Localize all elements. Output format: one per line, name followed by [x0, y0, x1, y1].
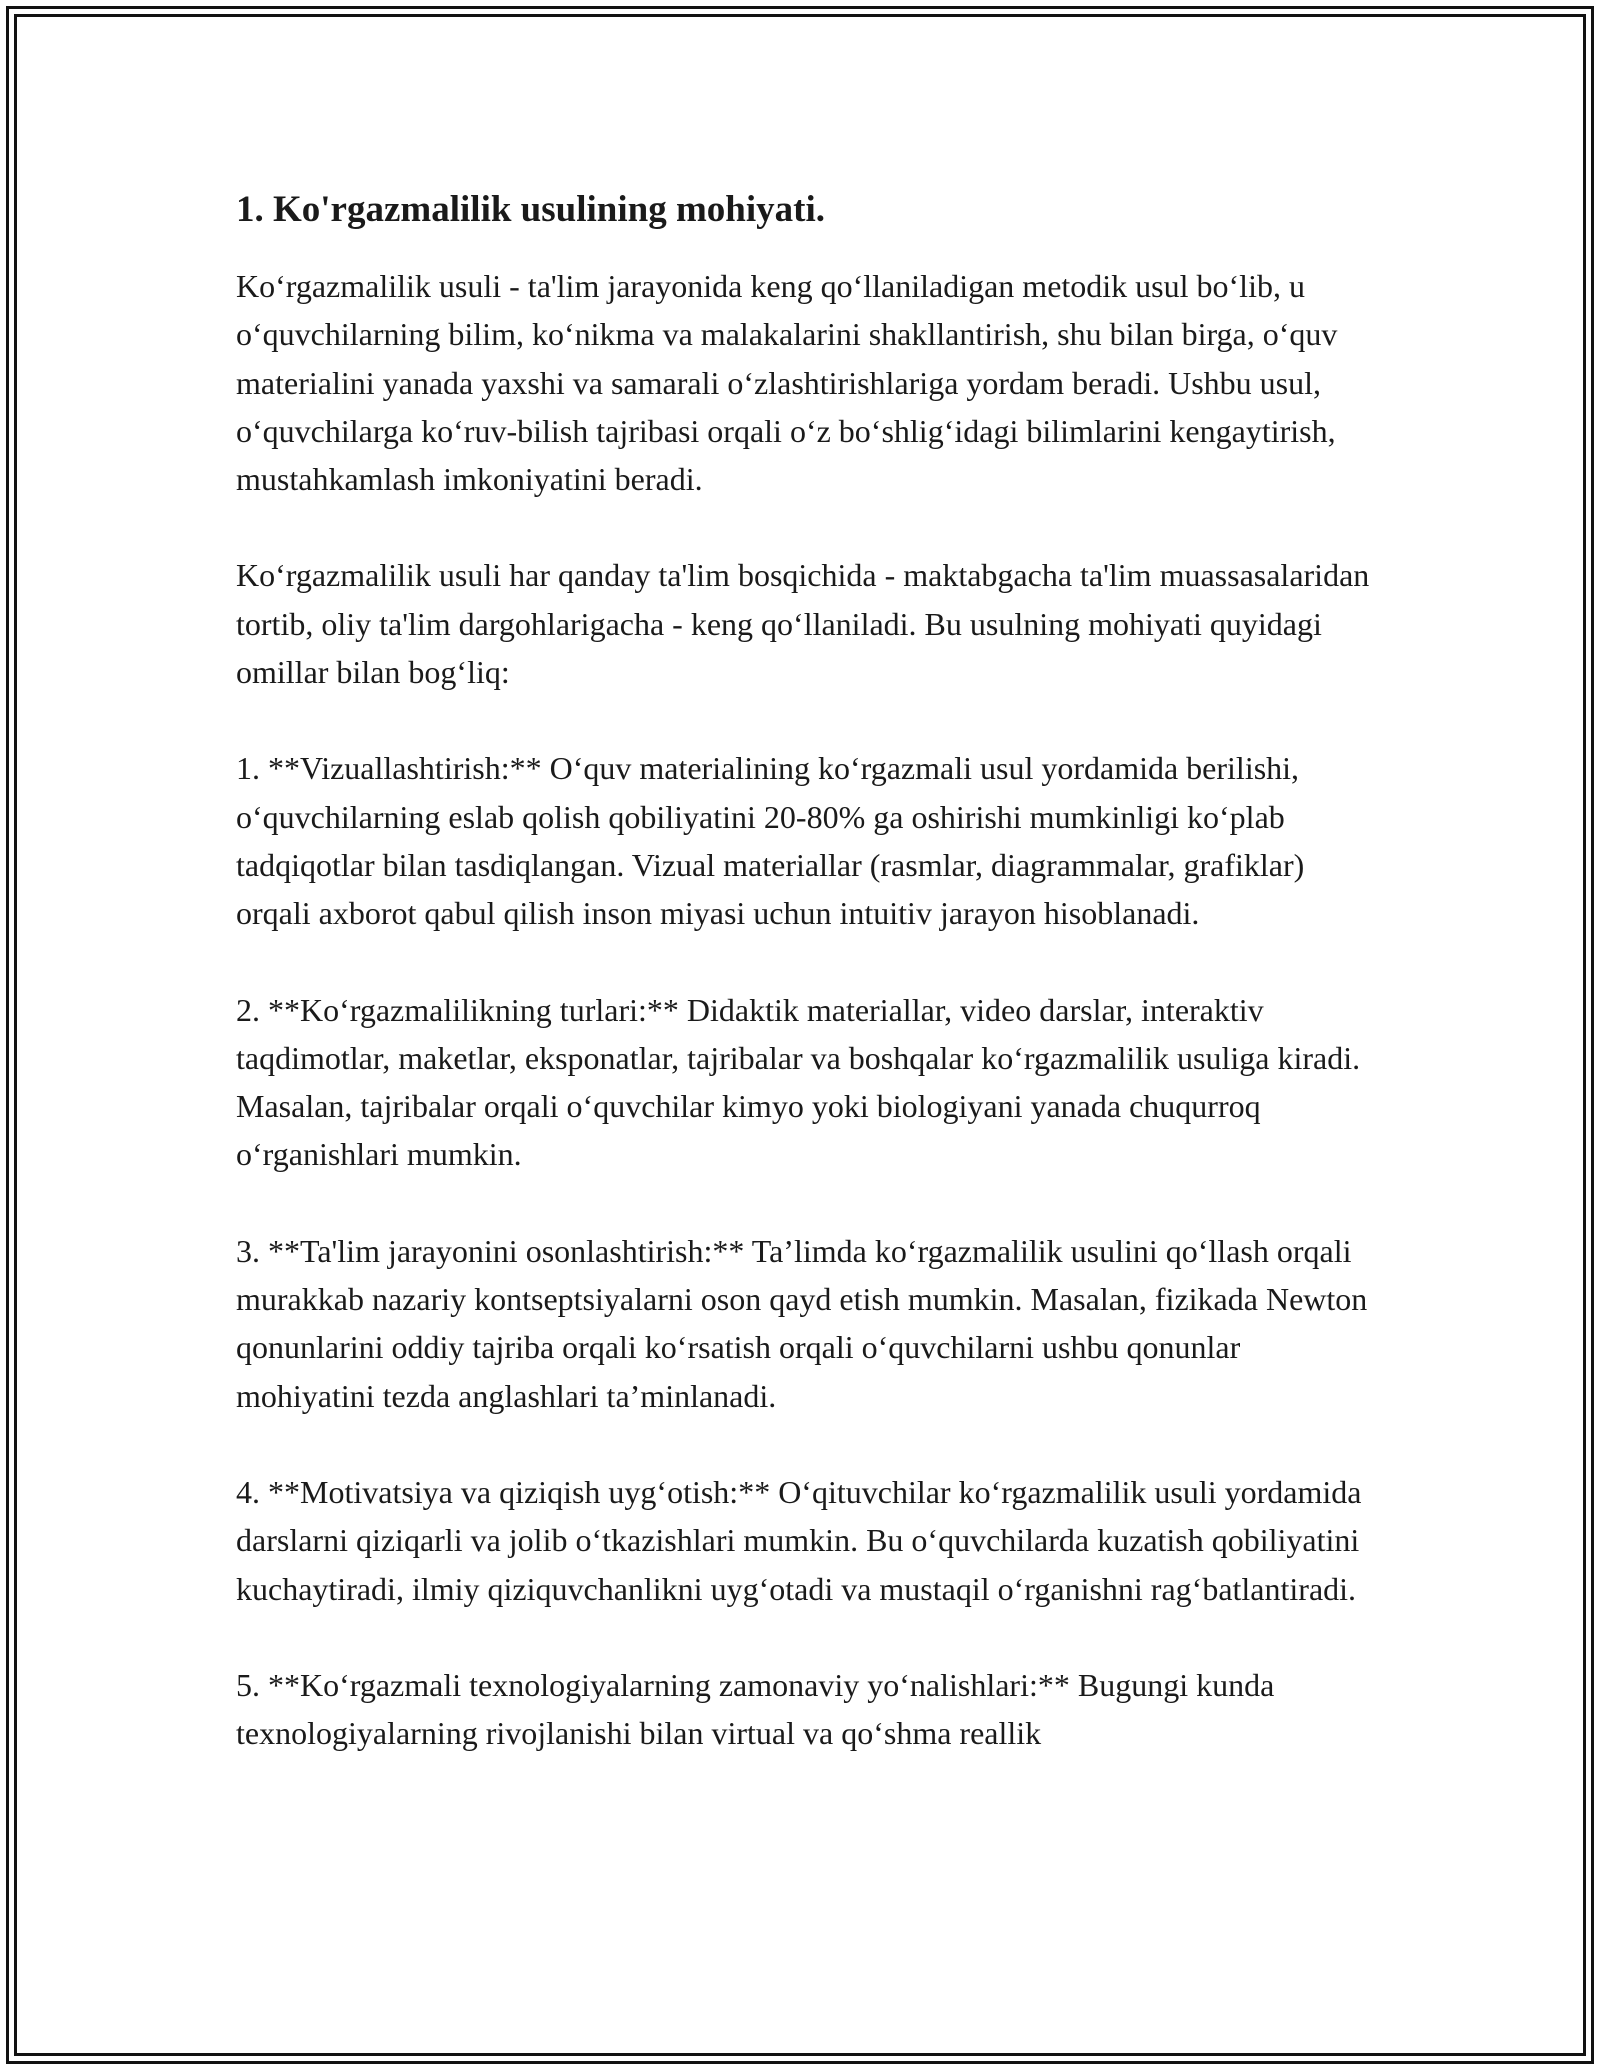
paragraph-intro: Ko‘rgazmalilik usuli - ta'lim jarayonida keng qo‘llaniladigan metodik usul bo‘lib, u o‘quvchilarning bilim, ko‘nikma va malakalarini shakllantirish, shu bilan birga, o‘quv materialini yanada yaxshi va samarali o‘zlashtirishlariga yordam beradi. Ushbu usul, o‘quvchilarga ko‘ruv-bilish tajribasi orqali o‘z bo‘shlig‘idagi bilimlarini kengaytirish, mustahkamlash imkoniyatini beradi. [236, 268, 1338, 498]
list-item-visualization: 1. **Vizuallashtirish:** O‘quv materialining ko‘rgazmali usul yordamida berilishi, o‘quvchilarning eslab qolish qobiliyatini 20-80% ga oshirishi mumkinligi ko‘plab tadqiqotlar bilan tasdiqlangan. Vizual materiallar (rasmlar, diagrammalar, grafiklar) orqali axborot qabul qilish inson miyasi uchun intuitiv jarayon hisoblanadi. [236, 750, 1305, 932]
list-item-types: 2. **Ko‘rgazmalilikning turlari:** Didaktik materiallar, video darslar, interaktiv taqdimotlar, maketlar, eksponatlar, tajribalar va boshqalar ko‘rgazmalilik usuliga kiradi. Masalan, tajribalar orqali o‘quvchilar kimyo yoki biologiyani yanada chuqurroq o‘rganishlari mumkin. [236, 991, 1361, 1173]
list-item-simplification: 3. **Ta'lim jarayonini osonlashtirish:** Ta’limda ko‘rgazmalilik usulini qo‘llash orqali murakkab nazariy kontseptsiyalarni oson qayd etish mumkin. Masalan, fizikada Newton qonunlarini oddiy tajriba orqali ko‘rsatish orqali o‘quvchilarni ushbu qonunlar mohiyatini tezda anglashlari ta’minlanadi. [236, 1232, 1368, 1414]
list-item-modern-technologies: 5. **Ko‘rgazmali texnologiyalarning zamonaviy yo‘nalishlari:** Bugungi kunda texnologiyalarning rivojlanishi bilan virtual va qo‘shma reallik [236, 1666, 1275, 1752]
document-body [236, 186, 1386, 1805]
section-title: 1. Ko'rgazmalilik usulining mohiyati. [236, 189, 826, 230]
list-item-motivation: 4. **Motivatsiya va qiziqish uyg‘otish:** O‘qituvchilar ko‘rgazmalilik usuli yordamida darslarni qiziqarli va jolib o‘tkazishlari mumkin. Bu o‘quvchilarda kuzatish qobiliyatini kuchaytiradi, ilmiy qiziquvchanlikni uyg‘otadi va mustaqil o‘rganishni rag‘batlantiradi. [236, 1473, 1362, 1607]
paragraph-scope: Ko‘rgazmalilik usuli har qanday ta'lim bosqichida - maktabgacha ta'lim muassasalaridan tortib, oliy ta'lim dargohlarigacha - keng qo‘llaniladi. Bu usulning mohiyati quyidagi omillar bilan bog‘liq: [236, 557, 1370, 691]
